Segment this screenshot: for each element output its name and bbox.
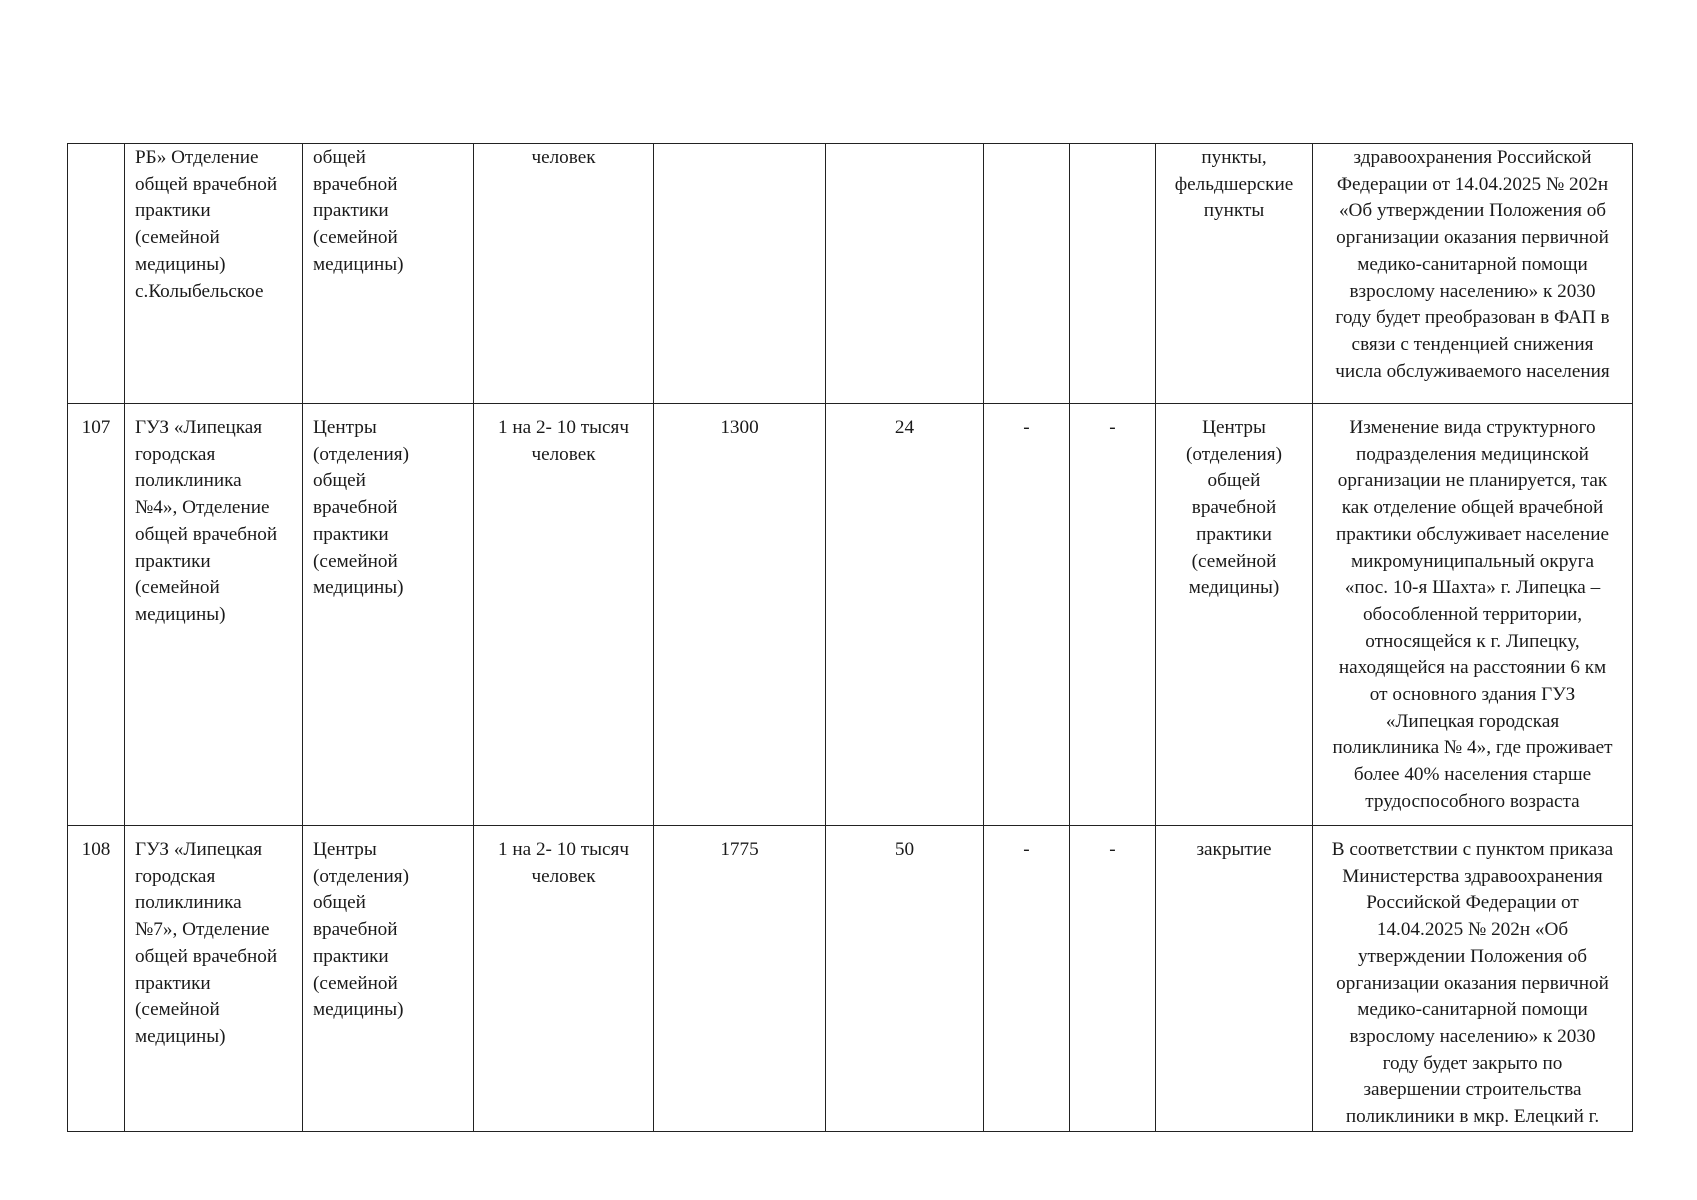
unit-type-cell <box>303 144 474 404</box>
table-row <box>68 404 1633 826</box>
column-6-value: 24 <box>894 417 915 438</box>
organization-cell <box>125 404 303 826</box>
column-8-cell <box>1070 404 1156 826</box>
column-6-cell <box>826 404 984 826</box>
column-7-cell <box>984 144 1070 404</box>
column-8-value: - <box>1109 417 1116 438</box>
norm-text: 1 на 2- 10 тысяч человек <box>497 417 629 465</box>
planned-change-cell <box>1156 826 1313 1132</box>
column-7-cell <box>984 404 1070 826</box>
column-7-value: - <box>1023 839 1030 860</box>
row-number-cell <box>68 144 125 404</box>
row-number: 108 <box>81 839 111 860</box>
comment-cell <box>1313 404 1633 826</box>
population-cell <box>654 826 826 1132</box>
comment-text: В соответствии с пунктом приказа Министерства здравоохранения Российской Федерации от 14.04.2025 № 202н «Об утверждении Положения об организации оказания первичной медико-санитарной помощи взрослому населению» к 2030 году будет закрыто по завершении строительства поликлиники в мкр. Елецкий г. <box>1331 839 1614 1128</box>
planned-change-cell <box>1156 404 1313 826</box>
column-6-cell <box>826 144 984 404</box>
comment-text: Изменение вида структурного подразделения медицинской организации не планируется, так как отделение общей врачебной практики обслуживает население микромуниципальный округа «пос. 10-я Шахта» г. Липецка – обособленной территории, относящейся к г. Липецку, находящейся на расстоянии 6 км от основного здания ГУЗ «Липецкая городская поликлиника № 4», где проживает более 40% населения старше трудоспособного возраста <box>1332 417 1613 812</box>
organization-name: ГУЗ «Липецкая городская поликлиника №7», Отделение общей врачебной практики (семейной медицины) <box>135 839 278 1047</box>
column-7-value: - <box>1023 417 1030 438</box>
organization-cell <box>125 144 303 404</box>
facility-table <box>67 143 1633 1132</box>
norm-cell <box>474 404 654 826</box>
population-value: 1300 <box>720 417 759 438</box>
norm-text: человек <box>531 147 596 168</box>
unit-type-cell <box>303 826 474 1132</box>
column-8-value: - <box>1109 839 1116 860</box>
row-number-cell <box>68 826 125 1132</box>
column-8-cell <box>1070 826 1156 1132</box>
unit-type: общей врачебной практики (семейной медицины) <box>313 147 404 275</box>
planned-change: пункты, фельдшерские пункты <box>1174 147 1294 222</box>
comment-text: здравоохранения Российской Федерации от 14.04.2025 № 202н «Об утверждении Положения об организации оказания первичной медико-санитарной помощи взрослому населению» к 2030 году будет преобразован в ФАП в связи с тенденцией снижения числа обслуживаемого населения <box>1335 147 1610 382</box>
population-cell <box>654 404 826 826</box>
unit-type: Центры (отделения) общей врачебной практики (семейной медицины) <box>313 417 409 599</box>
planned-change: закрытие <box>1196 839 1272 860</box>
planned-change: Центры (отделения) общей врачебной практики (семейной медицины) <box>1186 417 1282 599</box>
table-row <box>68 826 1633 1132</box>
norm-text: 1 на 2- 10 тысяч человек <box>497 839 629 887</box>
row-number: 107 <box>81 417 111 438</box>
population-value: 1775 <box>720 839 759 860</box>
organization-name: ГУЗ «Липецкая городская поликлиника №4», Отделение общей врачебной практики (семейной медицины) <box>135 417 278 625</box>
column-6-cell <box>826 826 984 1132</box>
organization-cell <box>125 826 303 1132</box>
organization-name: РБ» Отделение общей врачебной практики (семейной медицины) с.Колыбельское <box>135 147 278 302</box>
unit-type-cell <box>303 404 474 826</box>
comment-cell <box>1313 144 1633 404</box>
unit-type: Центры (отделения) общей врачебной практики (семейной медицины) <box>313 839 409 1021</box>
planned-change-cell <box>1156 144 1313 404</box>
population-cell <box>654 144 826 404</box>
norm-cell <box>474 826 654 1132</box>
column-8-cell <box>1070 144 1156 404</box>
comment-cell <box>1313 826 1633 1132</box>
table-row <box>68 144 1633 404</box>
row-number-cell <box>68 404 125 826</box>
column-7-cell <box>984 826 1070 1132</box>
norm-cell <box>474 144 654 404</box>
column-6-value: 50 <box>894 839 915 860</box>
